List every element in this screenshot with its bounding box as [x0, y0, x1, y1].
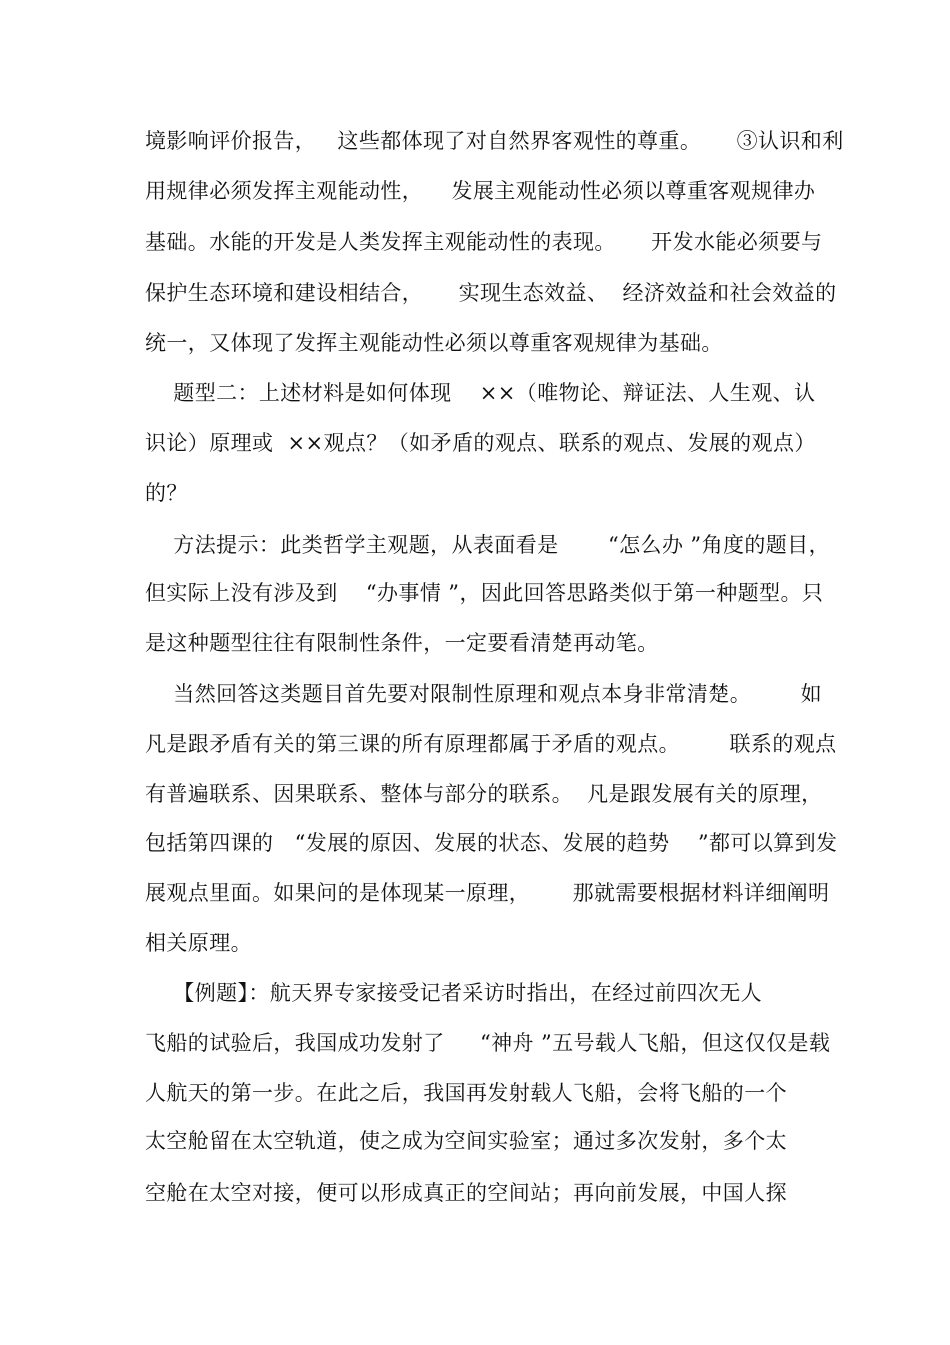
text-line: 【例题】：航天界专家接受记者采访时指出，在经过前四次无人 — [145, 981, 762, 1005]
text-line: 统一，又体现了发挥主观能动性必须以尊重客观规律为基础。 — [145, 331, 723, 355]
text-line: 境影响评价报告， 这些都体现了对自然界客观性的尊重。 ③认识和利 — [145, 129, 844, 153]
text-line: 方法提示：此类哲学主观题，从表面看是 “怎么办 ”角度的题目， — [145, 533, 830, 557]
text-line: 识论）原理或 ××观点？（如矛盾的观点、联系的观点、发展的观点） — [145, 431, 816, 455]
text-line: 但实际上没有涉及到 “办事情 ”，因此回答思路类似于第一种题型。只 — [145, 581, 824, 605]
text-line: 太空舱留在太空轨道，使之成为空间实验室；通过多次发射，多个太 — [145, 1129, 787, 1153]
text-line: 当然回答这类题目首先要对限制性原理和观点本身非常清楚。 如 — [145, 682, 823, 706]
text-line: 飞船的试验后，我国成功发射了 “神舟 ”五号载人飞船，但这仅仅是载 — [145, 1031, 831, 1055]
text-line: 用规律必须发挥主观能动性， 发展主观能动性必须以尊重客观规律办 — [145, 179, 816, 203]
text-line: 基础。水能的开发是人类发挥主观能动性的表现。 开发水能必须要与 — [145, 230, 823, 254]
text-line: 有普遍联系、因果联系、整体与部分的联系。 凡是跟发展有关的原理， — [145, 782, 823, 806]
text-line: 包括第四课的 “发展的原因、发展的状态、发展的趋势 ”都可以算到发 — [145, 831, 838, 855]
text-line: 的？ — [145, 481, 188, 505]
text-line: 是这种题型往往有限制性条件，一定要看清楚再动笔。 — [145, 631, 659, 655]
text-line: 相关原理。 — [145, 931, 252, 955]
text-line: 人航天的第一步。在此之后，我国再发射载人飞船，会将飞船的一个 — [145, 1081, 787, 1105]
text-line: 展观点里面。如果问的是体现某一原理， 那就需要根据材料详细阐明 — [145, 881, 830, 905]
text-line: 保护生态环境和建设相结合， 实现生态效益、 经济效益和社会效益的 — [145, 281, 837, 305]
text-line: 凡是跟矛盾有关的第三课的所有原理都属于矛盾的观点。 联系的观点 — [145, 732, 837, 756]
text-line: 题型二：上述材料是如何体现 ××（唯物论、辩证法、人生观、认 — [145, 381, 816, 405]
text-line: 空舱在太空对接，便可以形成真正的空间站；再向前发展，中国人探 — [145, 1181, 787, 1205]
